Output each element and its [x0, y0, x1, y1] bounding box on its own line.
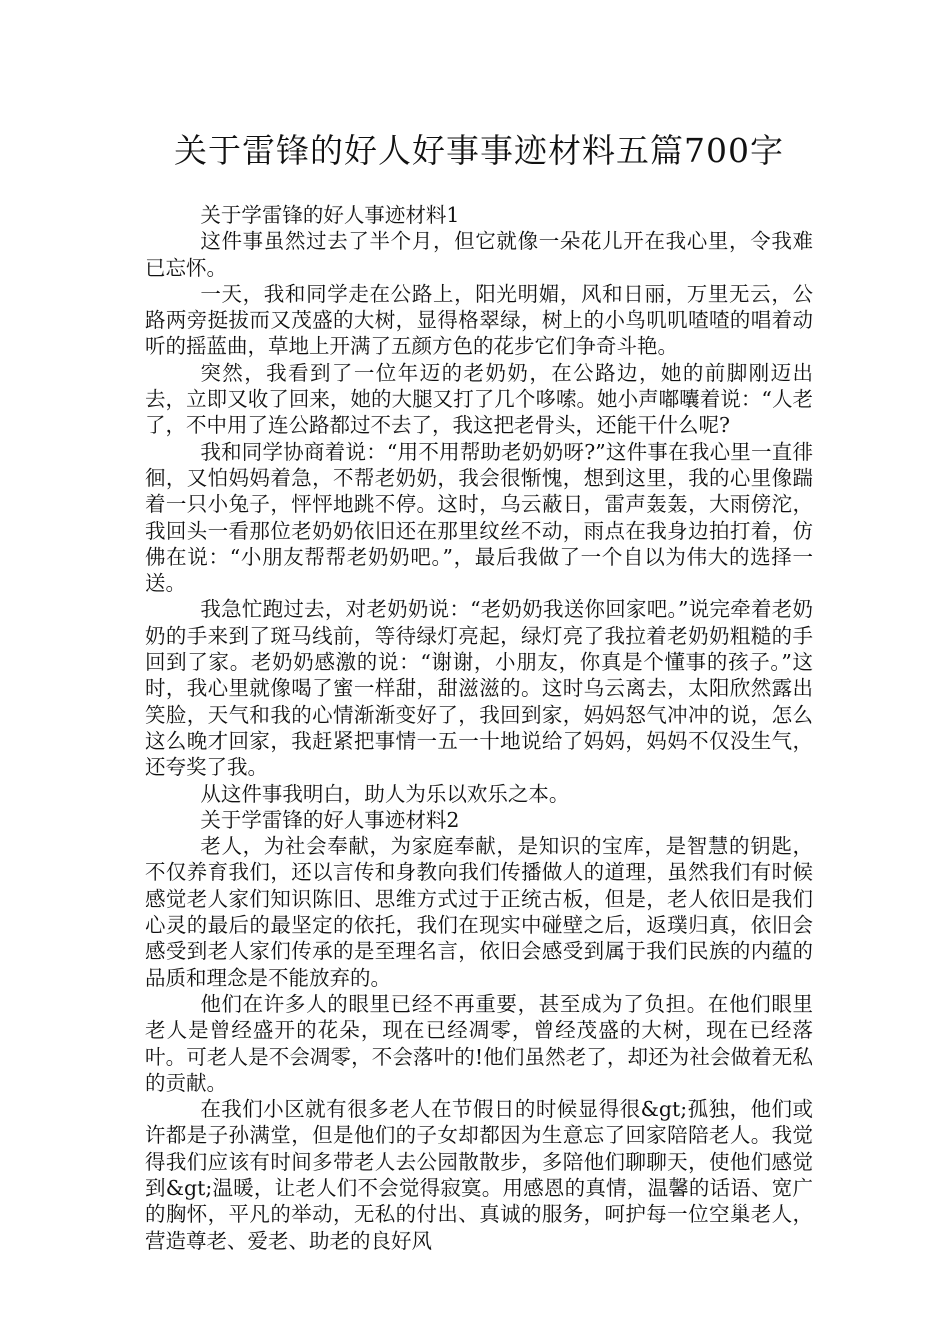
paragraph: 我急忙跑过去，对老奶奶说：“老奶奶我送你回家吧。”说完牵着老奶奶的手来到了斑马线前，等待绿灯亮起，绿灯亮了我拉着老奶奶粗糙的手回到了家。老奶奶感激的说：“谢谢，小朋友，你真是个懂事的孩子。”这时，我心里就像喝了蜜一样甜，甜滋滋的。这时乌云离去，太阳欣然露出笑脸，天气和我的心情渐渐变好了，我回到家，妈妈怒气冲冲的说，怎么这么晚才回家，我赶紧把事情一五一十地说给了妈妈，妈妈不仅没生气，还夸奖了我。	[145, 597, 813, 780]
paragraph: 在我们小区就有很多老人在节假日的时候显得很&gt;孤独，他们或许都是子孙满堂，但是他们的子女却都因为生意忘了回家陪陪老人。我觉得我们应该有时间多带老人去公园散散步，多陪他们聊聊天，使他们感觉到&gt;温暖，让老人们不会觉得寂寞。用感恩的真情，温馨的话语、宽广的胸怀，平凡的举动，无私的付出、真诚的服务，呵护每一位空巢老人，营造尊老、爱老、助老的良好风	[145, 1097, 813, 1253]
document-title: 关于雷锋的好人好事事迹材料五篇700字	[174, 131, 784, 170]
document-body	[145, 202, 813, 1254]
section-heading: 关于学雷锋的好人事迹材料2	[200, 807, 460, 832]
paragraph: 一天，我和同学走在公路上，阳光明媚，风和日丽，万里无云，公路两旁挺拔而又茂盛的大树，显得格翠绿，树上的小鸟叽叽喳喳的唱着动听的摇蓝曲，草地上开满了五颜方色的花步它们争奇斗艳。	[145, 281, 813, 359]
paragraph: 他们在许多人的眼里已经不再重要，甚至成为了负担。在他们眼里老人是曾经盛开的花朵，现在已经凋零，曾经茂盛的大树，现在已经落叶。可老人是不会凋零，不会落叶的!他们虽然老了，却还为社会做着无私的贡献。	[145, 991, 813, 1095]
paragraph: 从这件事我明白，助人为乐以欢乐之本。	[200, 781, 570, 806]
document-page	[145, 0, 813, 1344]
paragraph: 这件事虽然过去了半个月，但它就像一朵花儿开在我心里，令我难已忘怀。	[145, 229, 813, 280]
paragraph: 突然，我看到了一位年迈的老奶奶，在公路边，她的前脚刚迈出去，立即又收了回来，她的大腿又打了几个哆嗦。她小声嘟囔着说：“人老了，不中用了连公路都过不去了，我这把老骨头，还能干什么呢?	[145, 360, 813, 438]
section-heading: 关于学雷锋的好人事迹材料1	[200, 203, 460, 227]
paragraph: 我和同学协商着说：“用不用帮助老奶奶呀?”这件事在我心里一直徘徊，又怕妈妈着急，不帮老奶奶，我会很惭愧，想到这里，我的心里像踹着一只小兔子，怦怦地跳不停。这时，乌云蔽日，雷声轰轰，大雨傍沱，我回头一看那位老奶奶依旧还在那里纹丝不动，雨点在我身边拍打着，仿佛在说：“小朋友帮帮老奶奶吧。”，最后我做了一个自以为伟大的选择一送。	[145, 439, 813, 596]
paragraph: 老人，为社会奉献，为家庭奉献，是知识的宝库，是智慧的钥匙，不仅养育我们，还以言传和身教向我们传播做人的道理，虽然我们有时候感觉老人家们知识陈旧、思维方式过于正统古板，但是，老人依旧是我们心灵的最后的最坚定的依托，我们在现实中碰壁之后，返璞归真，依旧会感受到老人家们传承的是至理名言，依旧会感受到属于我们民族的内蕴的品质和理念是不能放弃的。	[145, 834, 813, 990]
